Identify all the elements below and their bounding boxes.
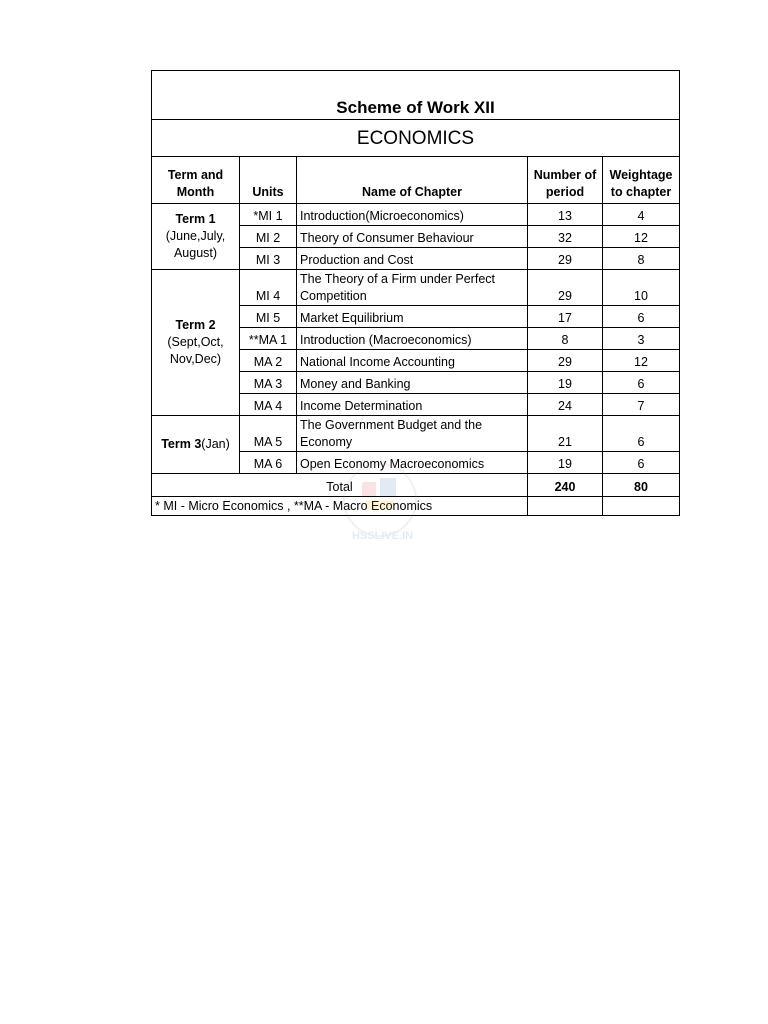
term-1-cell — [152, 204, 240, 270]
watermark-text: HSSLIVE.IN — [352, 530, 414, 542]
weightage-cell: 6 — [603, 452, 680, 474]
weightage-cell: 12 — [603, 226, 680, 248]
periods-cell: 19 — [528, 372, 603, 394]
unit-cell: MI 5 — [240, 306, 297, 328]
header-weightage: Weightage to chapter — [603, 157, 680, 204]
periods-cell: 13 — [528, 204, 603, 226]
chapter-cell: Introduction (Macroeconomics) — [297, 328, 528, 350]
periods-cell: 8 — [528, 328, 603, 350]
term-3-label: Term 3 — [161, 437, 202, 451]
weightage-cell: 6 — [603, 372, 680, 394]
header-chapter: Name of Chapter — [297, 157, 528, 204]
chapter-cell: Introduction(Microeconomics) — [297, 204, 528, 226]
unit-cell: MI 3 — [240, 248, 297, 270]
unit-cell: MI 2 — [240, 226, 297, 248]
periods-cell: 29 — [528, 270, 603, 306]
weightage-cell: 12 — [603, 350, 680, 372]
footnote: * MI - Micro Economics , **MA - Macro Economics — [152, 497, 528, 516]
chapter-cell: Money and Banking — [297, 372, 528, 394]
document-title: Scheme of Work XII — [152, 71, 680, 120]
subject-title: ECONOMICS — [152, 120, 680, 157]
term-2-months: (Sept,Oct, Nov,Dec) — [167, 335, 224, 366]
term-1-months: (June,July, August) — [165, 229, 226, 260]
header-units: Units — [240, 157, 297, 204]
unit-cell: **MA 1 — [240, 328, 297, 350]
term-2-cell — [152, 270, 240, 416]
weightage-cell: 6 — [603, 416, 680, 452]
weightage-cell: 3 — [603, 328, 680, 350]
periods-cell: 17 — [528, 306, 603, 328]
periods-cell: 29 — [528, 248, 603, 270]
header-term: Term and Month — [152, 157, 240, 204]
footnote-empty-cell — [528, 497, 603, 516]
weightage-cell: 10 — [603, 270, 680, 306]
total-weightage: 80 — [603, 474, 680, 497]
chapter-cell: The Government Budget and the Economy — [297, 416, 528, 452]
weightage-cell: 8 — [603, 248, 680, 270]
periods-cell: 24 — [528, 394, 603, 416]
weightage-cell: 7 — [603, 394, 680, 416]
chapter-cell: Theory of Consumer Behaviour — [297, 226, 528, 248]
chapter-cell: Market Equilibrium — [297, 306, 528, 328]
unit-cell: MA 2 — [240, 350, 297, 372]
header-periods: Number of period — [528, 157, 603, 204]
periods-cell: 32 — [528, 226, 603, 248]
footnote-empty-cell — [603, 497, 680, 516]
weightage-cell: 4 — [603, 204, 680, 226]
term-3-months: (Jan) — [201, 437, 230, 451]
chapter-cell: Income Determination — [297, 394, 528, 416]
scheme-of-work-sheet — [151, 70, 679, 516]
unit-cell: MA 5 — [240, 416, 297, 452]
chapter-cell: National Income Accounting — [297, 350, 528, 372]
term-2-label: Term 2 — [175, 318, 216, 332]
scheme-table — [151, 70, 680, 516]
periods-cell: 19 — [528, 452, 603, 474]
term-3-cell — [152, 416, 240, 474]
term-1-label: Term 1 — [175, 212, 216, 226]
weightage-cell: 6 — [603, 306, 680, 328]
unit-cell: *MI 1 — [240, 204, 297, 226]
periods-cell: 29 — [528, 350, 603, 372]
unit-cell: MI 4 — [240, 270, 297, 306]
total-label: Total — [152, 474, 528, 497]
chapter-cell: The Theory of a Firm under Perfect Competition — [297, 270, 528, 306]
chapter-cell: Production and Cost — [297, 248, 528, 270]
chapter-cell: Open Economy Macroeconomics — [297, 452, 528, 474]
unit-cell: MA 4 — [240, 394, 297, 416]
periods-cell: 21 — [528, 416, 603, 452]
unit-cell: MA 6 — [240, 452, 297, 474]
total-periods: 240 — [528, 474, 603, 497]
unit-cell: MA 3 — [240, 372, 297, 394]
